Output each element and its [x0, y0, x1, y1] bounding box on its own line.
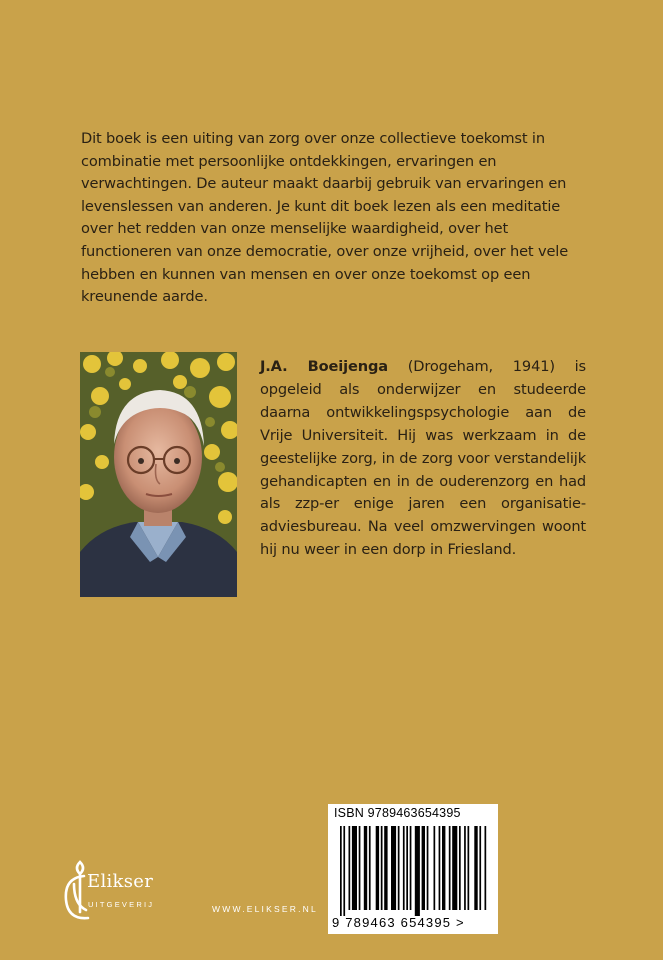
- barcode-bar: [415, 826, 420, 916]
- blurb-text: Dit boek is een uiting van zorg over onze collectieve toekomst in combinatie met persoonlijke ontdekkingen, ervaringen en verwachtingen. De auteur maakt daarbij gebruik van ervaringen en levenslessen van anderen. Je kunt dit boek lezen als een meditatie over het redden van onze menselijke waardigheid, over het functioneren van onze democratie, over onze vrijheid, over het vele hebben en kunnen van mensen en over onze toekomst op een kreunende aarde.: [81, 130, 569, 306]
- barcode-bar: [364, 826, 367, 910]
- barcode-bar: [459, 826, 461, 910]
- barcode-bar: [468, 826, 470, 910]
- isbn-label: ISBN 9789463654395: [334, 806, 461, 820]
- barcode-bar: [479, 826, 481, 910]
- barcode-bar: [369, 826, 371, 910]
- barcode-bar: [352, 826, 357, 910]
- publisher-tagline: UITGEVERIJ: [88, 900, 155, 909]
- barcode-bar: [391, 826, 396, 910]
- barcode-bar: [427, 826, 429, 910]
- isbn-digits: 9 789463 654395 >: [332, 915, 465, 930]
- publisher-website: WWW.ELIKSER.NL: [212, 904, 318, 914]
- barcode-bar: [452, 826, 457, 910]
- author-name: J.A. Boeijenga: [260, 358, 388, 375]
- author-bio: [260, 356, 586, 562]
- barcode-bar: [485, 826, 487, 910]
- barcode-bar: [442, 826, 445, 910]
- barcode-bar: [359, 826, 361, 910]
- barcode-bar: [410, 826, 412, 910]
- barcode-bar: [449, 826, 451, 910]
- barcode-bar: [381, 826, 383, 910]
- isbn-barcode-block: [328, 804, 498, 934]
- barcode-bar: [464, 826, 466, 910]
- barcode-bar: [376, 826, 379, 910]
- barcode-icon: [328, 824, 498, 916]
- publisher-logo: [60, 854, 200, 924]
- barcode-bar: [406, 826, 408, 910]
- barcode-bar: [343, 826, 345, 916]
- barcode-bar: [403, 826, 405, 910]
- barcode-bar: [439, 826, 441, 910]
- barcode-bar: [349, 826, 351, 910]
- publisher-name: Elikser: [87, 871, 154, 892]
- barcode-bar: [434, 826, 436, 910]
- barcode-bar: [384, 826, 387, 910]
- barcode-bar: [340, 826, 342, 916]
- author-bio-text: (Drogeham, 1941) is opgeleid als onderwijzer en studeerde daarna ontwikkelingspsychologie aan de Vrije Universiteit. Hij was werkzaam in de geestelijke zorg, in de zorg voor verstandelijk gehandicapten en in de ouderenzorg en had als zzp-er enige jaren een organisatie-adviesbureau. Na veel omzwervingen woont hij nu weer in een dorp in Friesland.: [260, 358, 586, 559]
- barcode-bar: [422, 826, 425, 910]
- barcode-bar: [474, 826, 477, 910]
- author-photo: [80, 352, 237, 597]
- back-cover-blurb: [81, 128, 584, 309]
- barcode-bar: [398, 826, 400, 910]
